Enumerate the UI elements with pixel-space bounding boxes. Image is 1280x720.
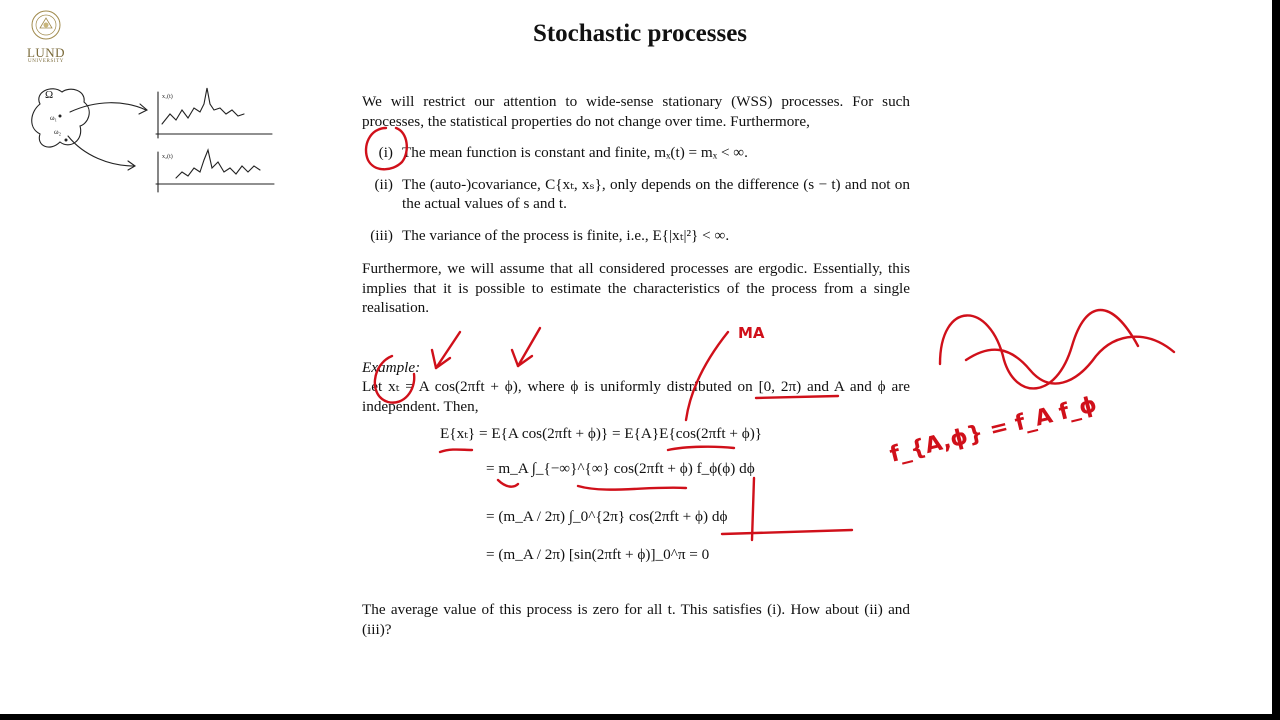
wss-conditions	[362, 143, 910, 245]
omega-label: Ω	[45, 89, 54, 101]
condition-number: (iii)	[370, 226, 393, 244]
main-text	[362, 92, 910, 416]
condition-item	[362, 175, 910, 214]
example-heading: Example:	[362, 358, 421, 376]
slide-title: Stochastic processes	[532, 20, 748, 47]
example-text: Let xₜ = A cos(2πft + ϕ), where ϕ is uniformly distributed on [0, 2π) and A and ϕ are independent. Then,	[362, 378, 910, 415]
ma-annotation: MA	[738, 324, 765, 342]
signal-1-label: x₁(t)	[162, 94, 173, 100]
condition-text: The variance of the process is finite, i.e., E{|xₜ|²} < ∞.	[402, 226, 730, 244]
logo-subtitle: UNIVERSITY	[28, 59, 64, 64]
condition-item	[362, 143, 910, 163]
intro-paragraph: We will restrict our attention to wide-sense stationary (WSS) processes. For such processes, the statistical properties do not change over time. Furthermore,	[362, 93, 910, 130]
condition-text: The (auto-)covariance, C{xₜ, xₛ}, only depends on the difference (s − t) and not on the actual values of s and t.	[402, 175, 910, 212]
condition-number: (ii)	[374, 175, 393, 193]
density-annotation: f_{A,ϕ} = f_A f_ϕ	[887, 392, 1100, 468]
ergodic-paragraph: Furthermore, we will assume that all considered processes are ergodic. Essentially, this implies that it is possible to estimate the characteristics of the process from a single realisation.	[362, 260, 910, 316]
signal-2-label: x₂(t)	[162, 154, 173, 160]
condition-item	[362, 226, 910, 246]
equation-line-2: = m_A ∫_{−∞}^{∞} cos(2πft + ϕ) f_ϕ(ϕ) dϕ	[486, 460, 755, 477]
outcome-label-2: ω₂	[54, 128, 62, 136]
equation-line-1: E{xₜ} = E{A cos(2πft + ϕ)} = E{A}E{cos(2πft + ϕ)}	[440, 425, 763, 442]
condition-number: (i)	[378, 144, 393, 161]
conclusion-paragraph: The average value of this process is zero for all t. This satisfies (i). How about (ii) and (iii)?	[362, 601, 910, 638]
logo-name: LUND	[26, 45, 66, 60]
screen-edge-bottom	[0, 714, 1280, 720]
condition-text: The mean function is constant and finite, mₓ(t) = mₓ < ∞.	[402, 144, 748, 161]
outcome-label-1: ω₁	[50, 114, 58, 122]
equation-line-3: = (m_A / 2π) ∫_0^{2π} cos(2πft + ϕ) dϕ	[486, 508, 728, 525]
screen-edge-right	[1272, 0, 1280, 720]
equation-line-4: = (m_A / 2π) [sin(2πft + ϕ)]_0^π = 0	[486, 546, 710, 563]
